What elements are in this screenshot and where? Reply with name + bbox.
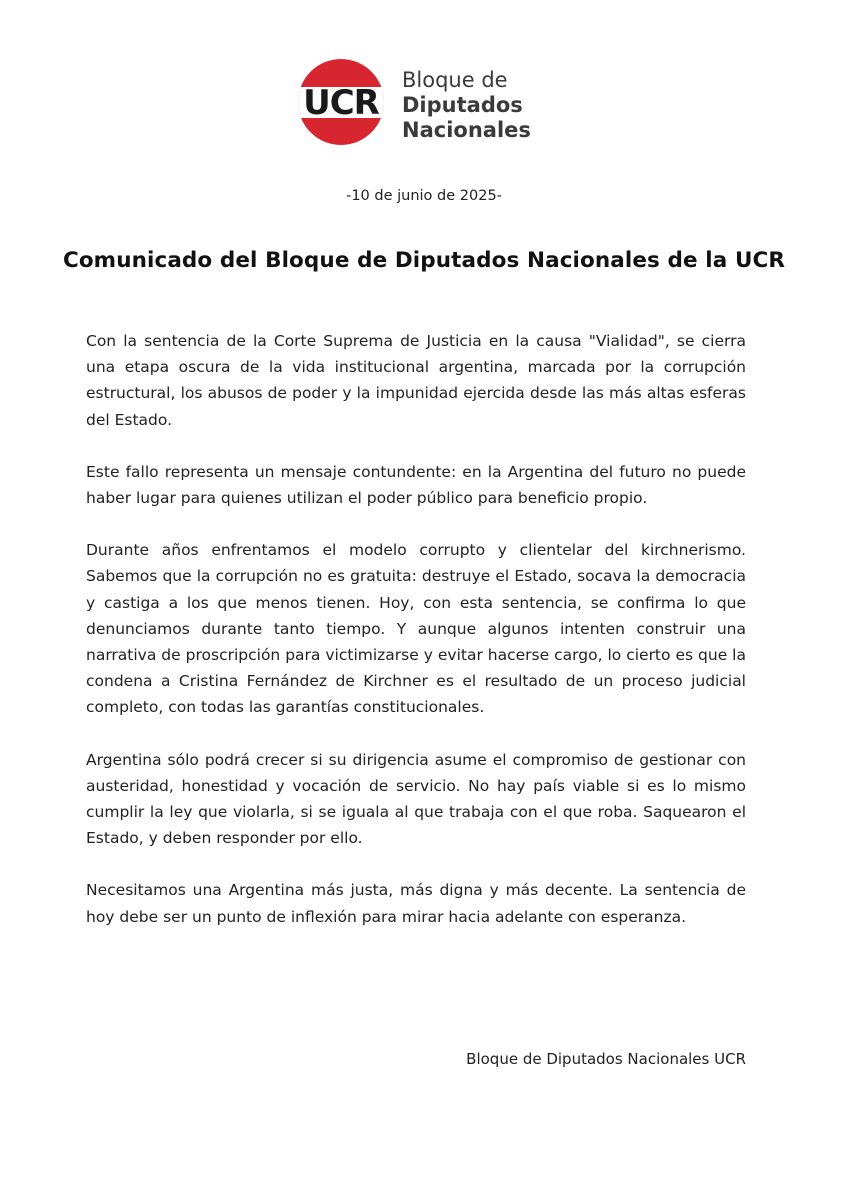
- paragraph-3: Durante años enfrentamos el modelo corrupto y clientelar del kirchnerismo. Sabemos que la corrupción no es gratuita: destruye el Estado, socava la democracia y castiga a los que menos tienen. Hoy, con esta sentencia, se confirma lo que denunciamos durante tanto tiempo. Y aunque algunos intenten construir una narrativa de proscripción para victimizarse y evitar hacerse cargo, lo cierto es que la condena a Cristina Fernández de Kirchner es el resultado de un proceso judicial completo, con todas las garantías constitucionales.: [86, 541, 746, 717]
- paragraph-4: Argentina sólo podrá crecer si su dirigencia asume el compromiso de gestionar con austeridad, honestidad y vocación de servicio. No hay país viable si es lo mismo cumplir la ley que violarla, si se iguala al que trabaja con el que roba. Saquearon el Estado, y deben responder por ello.: [86, 750, 746, 848]
- letterhead: [298, 58, 558, 150]
- logo-line-1: Bloque de: [402, 68, 508, 92]
- logo-line-3: Nacionales: [402, 118, 531, 142]
- ucr-logo-icon: [298, 58, 384, 146]
- paragraph-1: Con la sentencia de la Corte Suprema de Justicia en la causa "Vialidad", se cierra una etapa oscura de la vida institucional argentina, marcada por la corrupción estructural, los abusos de poder y la impunidad ejercida desde las más altas esferas del Estado.: [86, 332, 746, 429]
- document-date: -10 de junio de 2025-: [346, 188, 502, 204]
- paragraph-5: Necesitamos una Argentina más justa, más digna y más decente. La sentencia de hoy debe ser un punto de inflexión para mirar hacia adelante con esperanza.: [86, 881, 746, 926]
- logo-wordmark: [402, 68, 531, 143]
- signature: Bloque de Diputados Nacionales UCR: [466, 1050, 746, 1068]
- document-title: Comunicado del Bloque de Diputados Nacionales de la UCR: [62, 248, 786, 273]
- document-body: [86, 328, 746, 956]
- logo-mark-text: UCR: [303, 83, 379, 123]
- paragraph-2: Este fallo representa un mensaje contundente: en la Argentina del futuro no puede haber lugar para quienes utilizan el poder público para beneficio propio.: [86, 462, 746, 508]
- logo-line-2: Diputados: [402, 93, 523, 117]
